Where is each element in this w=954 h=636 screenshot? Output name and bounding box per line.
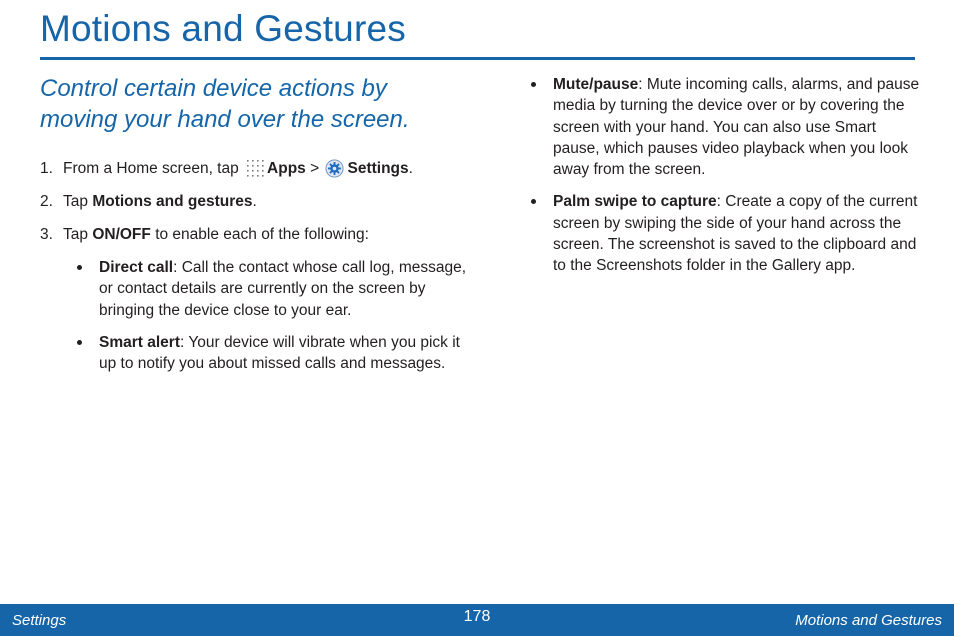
bullet-text: : Your device will vibrate when you pick it up to notify you about missed calls and messages.	[99, 333, 460, 373]
list-item-direct-call	[74, 257, 470, 321]
page-number: 178	[463, 608, 491, 625]
step-bold-term: Motions and gestures	[92, 193, 253, 210]
bullet-term: Palm swipe to capture	[553, 193, 717, 211]
apps-grid-icon	[246, 159, 264, 177]
left-column	[40, 158, 470, 385]
step-text: From a Home screen, tap	[63, 160, 239, 177]
list-item-palm-swipe	[528, 191, 920, 276]
step-punct: .	[408, 160, 413, 177]
left-bullet-list	[74, 257, 470, 374]
step-bold-term: ON/OFF	[92, 226, 151, 243]
bullet-text: : Mute incoming calls, alarms, and pause media by turning the device over or by covering the screen with your hand. You can also use Smart pause, which pauses video playback when you look away from the screen.	[553, 76, 920, 179]
page-title: Motions and Gestures	[40, 8, 406, 49]
page-footer	[0, 604, 954, 636]
step-text: Tap	[63, 193, 88, 210]
list-item-smart-alert	[74, 332, 470, 375]
step-number: 1.	[40, 160, 53, 177]
step-number: 2.	[40, 193, 53, 210]
title-divider	[40, 57, 915, 60]
footer-section-label: Settings	[12, 612, 67, 629]
right-column	[528, 74, 920, 288]
path-separator: >	[310, 160, 320, 177]
step-punct: .	[252, 193, 257, 210]
bullet-text: : Call the contact whose call log, message, or contact details are currently on the screen by bringing the device close to your ear.	[99, 259, 467, 319]
step-number: 3.	[40, 226, 53, 243]
footer-chapter-label: Motions and Gestures	[795, 612, 942, 629]
right-bullet-list	[528, 74, 920, 277]
page-subtitle: Control certain device actions by moving your hand over the screen.	[40, 75, 410, 133]
step-text-end: to enable each of the following:	[155, 226, 369, 243]
bullet-term: Direct call	[99, 259, 174, 276]
bullet-term: Mute/pause	[553, 76, 639, 93]
bullet-text: : Create a copy of the current screen by swiping the side of your hand across the screen. The screenshot is saved to the clipboard and to the Screenshots folder in the Gallery app.	[553, 193, 918, 275]
step-1	[40, 158, 470, 179]
step-3	[40, 224, 470, 245]
apps-label: Apps	[267, 160, 306, 177]
step-2	[40, 191, 470, 212]
settings-gear-icon	[325, 159, 344, 178]
list-item-mute-pause	[528, 74, 920, 180]
settings-label: Settings	[347, 160, 409, 177]
step-text: Tap	[63, 226, 88, 243]
bullet-term: Smart alert	[99, 333, 180, 351]
